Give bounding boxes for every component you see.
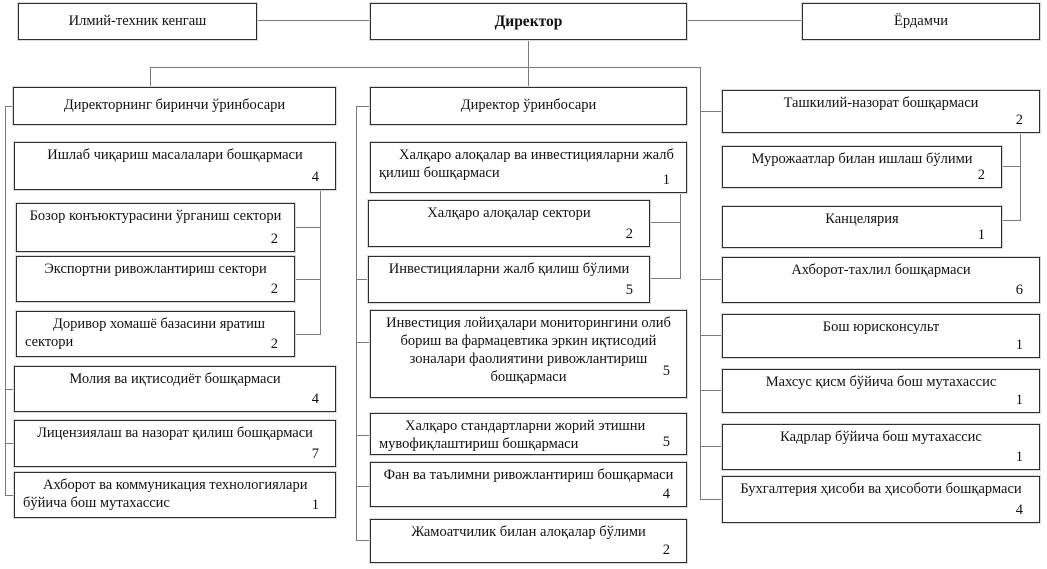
org-box-chief-legal-counsel	[722, 314, 1040, 358]
org-box-label: Инвестиция лойиҳалари мониторингини олиб бориш ва фармацевтика эркин иқтисодий зоналари фаолиятини ривожлантириш бошқармаси	[386, 315, 671, 385]
staff-count: 4	[311, 391, 319, 408]
org-box-science-education-dept	[370, 462, 687, 507]
org-box-accounting-dept	[722, 476, 1040, 523]
org-box-label: Экспортни ривожлантириш сектори	[44, 261, 267, 277]
org-box-investment-attraction-div	[368, 256, 650, 303]
org-box-label: Молия ва иқтисодиёт бошқармаси	[69, 371, 281, 387]
org-box-intl-standards-dept	[370, 413, 687, 455]
org-box-label: Мурожаатлар билан ишлаш бўлими	[751, 151, 973, 167]
org-box-info-analysis-dept	[722, 257, 1040, 303]
staff-count: 2	[270, 336, 278, 353]
org-box-label: Инвестицияларни жалб қилиш бўлими	[388, 261, 630, 277]
org-box-label: Ахборот-тахлил бошқармаси	[791, 262, 971, 278]
org-box-label: Халқаро алоқалар сектори	[427, 205, 591, 221]
org-box-ict-chief-specialist	[14, 472, 336, 518]
staff-count: 2	[270, 281, 278, 298]
staff-count: 1	[977, 227, 985, 244]
staff-count: 1	[1015, 449, 1023, 466]
org-box-label: Жамоатчилик билан алоқалар бўлими	[411, 524, 646, 540]
staff-count: 2	[662, 542, 670, 559]
org-box-finance-economics-dept	[14, 366, 336, 412]
org-box-label: Лицензиялаш ва назорат қилиш бошқармаси	[37, 425, 313, 441]
org-box-chancellery	[722, 206, 1002, 248]
org-box-label: Кадрлар бўйича бош мутахассис	[780, 429, 982, 445]
org-box-hr-chief-specialist	[722, 424, 1040, 470]
org-box-label: Директор ўринбосари	[460, 97, 597, 114]
org-box-intl-relations-sector	[368, 200, 650, 247]
org-box-licensing-control-dept	[14, 420, 336, 467]
staff-count: 2	[977, 167, 985, 184]
org-box-label: Канцелярия	[825, 211, 899, 227]
org-box-label: Ёрдамчи	[894, 12, 948, 29]
org-box-raw-material-base-sector	[16, 311, 295, 357]
org-box-director	[370, 3, 687, 40]
org-box-label: Бош юрисконсульт	[822, 319, 940, 335]
org-box-label: Директор	[494, 12, 563, 30]
staff-count: 1	[311, 497, 319, 514]
org-box-label: Илмий-техник кенгаш	[68, 12, 207, 29]
org-box-organizational-control-dept	[722, 90, 1040, 133]
org-box-market-research-sector	[16, 203, 295, 252]
staff-count: 4	[1015, 502, 1023, 519]
org-box-label: Халқаро стандартларни жорий этишни мувофиқлаштириш бошқармаси	[379, 418, 646, 452]
staff-count: 1	[1015, 392, 1023, 409]
org-box-production-dept	[14, 142, 336, 190]
org-box-export-development-sector	[16, 256, 295, 302]
org-box-label: Ишлаб чиқариш масалалари бошқармаси	[47, 147, 303, 163]
org-box-appeals-div	[722, 146, 1002, 188]
staff-count: 6	[1015, 282, 1023, 299]
org-box-deputy-director	[370, 87, 687, 125]
org-box-first-deputy-director	[13, 87, 336, 125]
org-box-public-relations-div	[370, 519, 687, 563]
staff-count: 4	[662, 486, 670, 503]
org-box-label: Бухгалтерия ҳисоби ва ҳисоботи бошқармаси	[740, 481, 1022, 497]
staff-count: 5	[662, 434, 670, 451]
staff-count: 5	[662, 363, 670, 380]
staff-count: 4	[311, 169, 319, 186]
org-box-science-council	[18, 3, 257, 40]
staff-count: 1	[662, 172, 670, 189]
staff-count: 7	[311, 446, 319, 463]
org-box-label: Фан ва таълимни ривожлантириш бошқармаси	[383, 467, 674, 483]
org-box-label: Халқаро алоқалар ва инвестицияларни жалб қилиш бошқармаси	[379, 147, 674, 181]
staff-count: 1	[1015, 337, 1023, 354]
org-box-label: Доривор хомашё базасини яратиш сектори	[25, 316, 265, 350]
org-box-intl-relations-investment-dept	[370, 142, 687, 193]
org-box-special-unit-chief-specialist	[722, 369, 1040, 413]
org-box-investment-monitoring-dept	[370, 310, 687, 398]
org-box-label: Махсус қисм бўйича бош мутахассис	[765, 374, 997, 390]
staff-count: 2	[1015, 112, 1023, 129]
org-box-label: Бозор конъюктурасини ўрганиш сектори	[29, 208, 282, 224]
org-box-label: Ахборот ва коммуникация технологиялари бўйича бош мутахассис	[23, 477, 308, 511]
org-box-label: Ташкилий-назорат бошқармаси	[783, 95, 979, 111]
staff-count: 2	[270, 231, 278, 248]
org-box-label: Директорнинг биринчи ўринбосари	[63, 97, 286, 114]
staff-count: 5	[625, 282, 633, 299]
org-box-assistant	[802, 3, 1040, 40]
staff-count: 2	[625, 226, 633, 243]
